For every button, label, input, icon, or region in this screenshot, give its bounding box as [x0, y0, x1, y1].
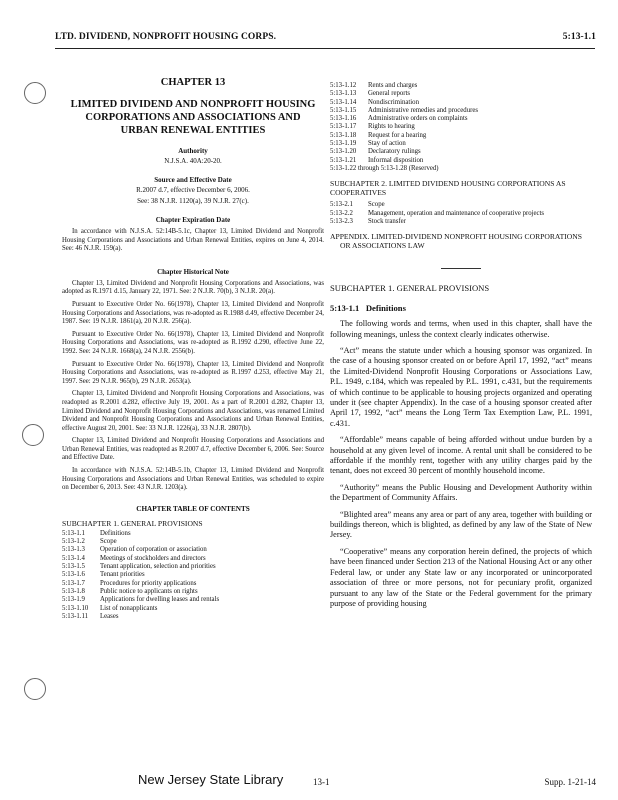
library-stamp: New Jersey State Library: [138, 772, 284, 787]
chapter-title: LIMITED DIVIDEND AND NONPROFIT HOUSING CORPORATIONS AND ASSOCIATIONS AND URBAN RENEWAL ENTITIES: [70, 99, 316, 136]
toc-item: 5:13-1.16 Administrative orders on complaints: [330, 115, 468, 123]
toc-item: 5:13-1.5 Tenant application, selection and priorities: [62, 563, 216, 571]
punch-hole-top: [24, 82, 46, 104]
history-paragraph: Pursuant to Executive Order No. 66(1978), Chapter 13, Limited Dividend and Nonprofit Housing Corporations and Associations, was re-adopted as R.1988 d.49, effective December 24, 1987. See: 19 N.J.R. 1861(a), 20 N.J.R. 256(a).: [62, 300, 324, 326]
toc-item: 5:13-1.6 Tenant priorities: [62, 571, 145, 579]
toc-item: 5:13-1.21 Informal disposition: [330, 156, 424, 164]
toc-item: 5:13-1.20 Declaratory rulings: [330, 148, 421, 156]
punch-hole-middle: [22, 424, 44, 446]
toc-item: 5:13-1.12 Rents and charges: [330, 82, 418, 89]
definition-authority: “Authority” means the Public Housing and Development Authority within the Department of Community Affairs.: [330, 482, 592, 503]
toc-subchapter1-title: SUBCHAPTER 1. GENERAL PROVISIONS: [62, 518, 203, 528]
definition-blighted-area: “Blighted area” means any area or part of any area, together with building or buildings thereon, which is blighted, as defined by any law of the State of New Jersey.: [330, 509, 592, 540]
subchapter1-heading: SUBCHAPTER 1. GENERAL PROVISIONS: [330, 283, 490, 294]
punch-hole-bottom: [24, 678, 46, 700]
toc-item: 5:13-1.2 Scope: [62, 538, 117, 546]
page-number: 13-1: [313, 777, 330, 787]
toc-item: 5:13-1.3 Operation of corporation or association: [62, 546, 207, 554]
history-paragraph: Pursuant to Executive Order No. 66(1978), Chapter 13, Limited Dividend and Nonprofit Housing Corporations and Associations, was re-adopted as R.1997 d.253, effective May 21, 1997. See: 29 N.J.R. 965(b), 29 N.J.R. 2653(a).: [62, 360, 324, 385]
toc-item: 5:13-1.19 Stay of action: [330, 140, 406, 148]
history-paragraph: Chapter 13, Limited Dividend and Nonprofit Housing Corporations and Associations and Urban Renewal Entities, was readopted as R.2007 d.7, effective December 6, 2006. See: Source and Effective Date.: [62, 437, 324, 462]
right-column: [330, 82, 592, 609]
toc-item: 5:13-1.10 List of nonapplicants: [62, 604, 158, 612]
definitions-paragraph: The following words and terms, when used in this chapter, shall have the following meanings, unless the context clearly indicates otherwise.: [330, 319, 592, 339]
authority-text: N.J.S.A. 40A:20-20.: [164, 157, 222, 165]
chapter-label: CHAPTER 13: [160, 77, 226, 88]
toc-appendix: APPENDIX. LIMITED-DIVIDEND NONPROFIT HOUSING CORPORATIONS OR ASSOCIATIONS LAW: [330, 232, 582, 251]
toc-list-right: [330, 82, 592, 173]
toc-item: 5:13-1.14 Nondiscrimination: [330, 98, 419, 106]
history-paragraph: Chapter 13, Limited Dividend and Nonprofit Housing Corporations and Associations, was adopted as R.1971 d.15, January 22, 1971. See: 2 N.J.R. 70(b), 3 N.J.R. 20(a).: [62, 279, 324, 296]
toc-item: 5:13-1.8 Public notice to applicants on rights: [62, 587, 198, 595]
expiration-heading: Chapter Expiration Date: [155, 216, 231, 224]
toc-item: 5:13-2.3 Stock transfer: [330, 217, 406, 225]
toc-item: 5:13-1.17 Rights to hearing: [330, 123, 415, 131]
header-rule: [55, 48, 595, 49]
history-paragraph: Chapter 13, Limited Dividend and Nonprofit Housing Corporations and Associations, was readopted as R.2001 d.282, effective July 19, 2001. As a part of R.2001 d.282, Chapter 13, Limited Dividend and Nonprofit Housing Corporations and Associations, was renamed Limited Dividend and Nonprofit Housing Corporations and Associations and Urban Renewal Entities, effective August 20, 2001. See: 33 N.J.R. 1226(a), 33 N.J.R. 2807(b).: [62, 390, 324, 432]
supplement-date: Supp. 1-21-14: [544, 777, 596, 787]
definition-act: “Act” means the statute under which a housing sponsor was organized. In the case of a housing sponsor created on or before April 17, 1992, “act” means the Limited-Dividend Nonprofit Housing Corporations or Associations Law, P.L. 1949, c.184, which was repealed by P.L. 1991, c.431, but the requirements of which continue to be applicable to housing projects organized and operating under it (see chapter Appendix). In the case of a housing sponsor created after April 17, 1992, “act” means the Long Term Tax Exemption Law, P.L. 1991, c.431.: [330, 345, 592, 428]
toc-subchapter2-title: SUBCHAPTER 2. LIMITED DIVIDEND HOUSING CORPORATIONS AS COOPERATIVES: [330, 179, 566, 198]
toc-item: 5:13-1.13 General reports: [330, 90, 411, 98]
section-divider: [441, 268, 481, 269]
expiration-text: In accordance with N.J.S.A. 52:14B-5.1c, Chapter 13, Limited Dividend and Nonprofit Housing Corporations and Associations and Urban Renewal Entities, expires on June 4, 2014. See: 46 N.J.R. 159(a).: [62, 228, 324, 253]
history-paragraph: In accordance with N.J.S.A. 52:14B-5.1b, Chapter 13, Limited Dividend and Nonprofit Housing Corporations and Associations and Urban Renewal Entities, was scheduled to expire on December 6, 2013. See: 43 N.J.R. 1203(a).: [62, 467, 324, 492]
authority-heading: Authority: [178, 147, 208, 155]
toc-item: 5:13-2.2 Management, operation and maintenance of cooperative projects: [330, 209, 545, 217]
toc-item: 5:13-1.7 Procedures for priority applications: [62, 579, 197, 587]
toc-item: 5:13-1.15 Administrative remedies and procedures: [330, 106, 479, 114]
history-heading: Chapter Historical Note: [157, 267, 229, 276]
definition-affordable: “Affordable” means capable of being afforded without undue burden by a household at any given level of income. A rental unit shall be considered to be affordable if the monthly rent, together with any utility charges paid by the tenant, does not exceed 30 percent of monthly household income.: [330, 435, 592, 476]
running-header-section: 5:13-1.1: [562, 32, 596, 42]
toc-list-subchapter2: [330, 201, 592, 226]
section-heading: 5:13-1.1 Definitions: [330, 303, 406, 314]
source-line: See: 38 N.J.R. 1120(a), 39 N.J.R. 27(c).: [137, 197, 249, 205]
toc-list-left: [62, 530, 324, 621]
toc-item: 5:13-1.11 Leases: [62, 612, 119, 620]
source-line: R.2007 d.7, effective December 6, 2006.: [136, 186, 250, 194]
toc-item: 5:13-1.1 Definitions: [62, 529, 131, 537]
left-column: [62, 75, 324, 621]
toc-item: 5:13-1.4 Meetings of stockholders and directors: [62, 554, 206, 562]
source-heading: Source and Effective Date: [154, 176, 232, 184]
toc-item: 5:13-2.1 Scope: [330, 201, 385, 209]
running-header-left: LTD. DIVIDEND, NONPROFIT HOUSING CORPS.: [55, 32, 277, 42]
history-paragraph: Pursuant to Executive Order No. 66(1978), Chapter 13, Limited Dividend and Nonprofit Housing Corporations and Associations, was re-adopted as R.1992 d.290, effective June 22, 1992. See: 24 N.J.R. 1668(a), 24 N.J.R. 2556(b).: [62, 330, 324, 355]
definition-cooperative: “Cooperative” means any corporation herein defined, the projects of which have been financed under Section 213 of the National Housing Act or any other Federal law, or under any State law or any incorporated or unincorporated association of three or more persons, not for pecuniary profit, organized pursuant to any law of the State or the Federal government for the primary purpose of providing housing: [330, 546, 592, 608]
toc-item-reserved: 5:13-1.22 through 5:13-1.28 (Reserved): [330, 164, 439, 172]
toc-item: 5:13-1.9 Applications for dwelling leases and rentals: [62, 596, 220, 604]
toc-item: 5:13-1.18 Request for a hearing: [330, 131, 427, 139]
toc-heading: CHAPTER TABLE OF CONTENTS: [136, 504, 250, 513]
